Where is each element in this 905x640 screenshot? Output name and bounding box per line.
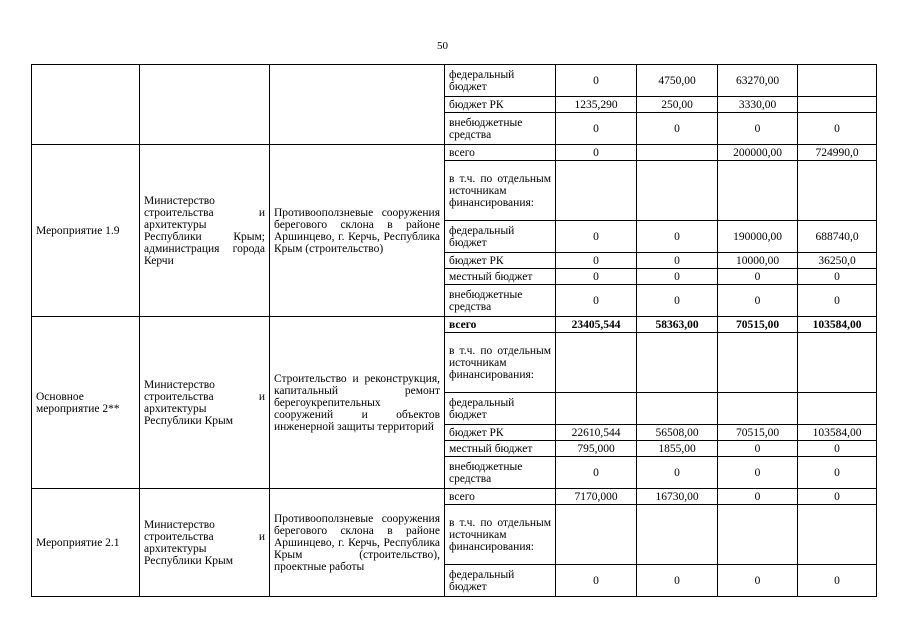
amount-cell: 36250,0: [798, 253, 877, 269]
funding-source-cell: внебюджетные средства: [445, 113, 556, 145]
funding-source-cell: бюджет РК: [445, 253, 556, 269]
executor-cell: Министерство строительства и архитектуры Республики Крым: [140, 317, 270, 489]
amount-cell: 0: [637, 113, 718, 145]
amount-cell: 58363,00: [637, 317, 718, 333]
funding-source-cell: бюджет РК: [445, 425, 556, 441]
amount-cell: 7170,000: [556, 489, 637, 505]
activity-cell: Мероприятие 2.1: [32, 489, 140, 597]
amount-cell: 0: [718, 489, 798, 505]
funding-source-cell: в т.ч. по отдельным источникам финансирования:: [445, 505, 556, 565]
amount-cell: 0: [637, 285, 718, 317]
amount-cell: 795,000: [556, 441, 637, 457]
amount-cell: 103584,00: [798, 317, 877, 333]
table-row: [32, 145, 877, 161]
funding-source-cell: федеральный бюджет: [445, 65, 556, 97]
activity-cell: Мероприятие 1.9: [32, 145, 140, 317]
amount-cell: [798, 505, 877, 565]
amount-cell: [798, 333, 877, 393]
executor-cell: Министерство строительства и архитектуры Республики Крым; администрация города Керчи: [140, 145, 270, 317]
amount-cell: 0: [798, 269, 877, 285]
amount-cell: 0: [637, 221, 718, 253]
amount-cell: [556, 161, 637, 221]
amount-cell: 70515,00: [718, 425, 798, 441]
funding-source-cell: федеральный бюджет: [445, 393, 556, 425]
amount-cell: 0: [798, 285, 877, 317]
amount-cell: [718, 505, 798, 565]
amount-cell: 0: [556, 565, 637, 597]
funding-source-cell: в т.ч. по отдельным источникам финансирования:: [445, 333, 556, 393]
page-number: 50: [437, 40, 448, 52]
amount-cell: [798, 393, 877, 425]
amount-cell: 190000,00: [718, 221, 798, 253]
activity-cell: [32, 65, 140, 145]
funding-source-cell: внебюджетные средства: [445, 457, 556, 489]
table-body: [32, 65, 877, 597]
amount-cell: 22610,544: [556, 425, 637, 441]
amount-cell: 10000,00: [718, 253, 798, 269]
amount-cell: 0: [718, 113, 798, 145]
amount-cell: 0: [637, 565, 718, 597]
amount-cell: [637, 161, 718, 221]
amount-cell: 200000,00: [718, 145, 798, 161]
amount-cell: 0: [798, 113, 877, 145]
amount-cell: 1235,290: [556, 97, 637, 113]
amount-cell: 0: [556, 285, 637, 317]
amount-cell: [718, 333, 798, 393]
amount-cell: 70515,00: [718, 317, 798, 333]
amount-cell: 0: [556, 253, 637, 269]
amount-cell: [556, 333, 637, 393]
amount-cell: 0: [718, 285, 798, 317]
funding-source-cell: федеральный бюджет: [445, 221, 556, 253]
amount-cell: 0: [798, 441, 877, 457]
amount-cell: [637, 333, 718, 393]
amount-cell: 4750,00: [637, 65, 718, 97]
amount-cell: [798, 161, 877, 221]
amount-cell: 0: [556, 269, 637, 285]
funding-source-cell: в т.ч. по отдельным источникам финансирования:: [445, 161, 556, 221]
amount-cell: [798, 65, 877, 97]
amount-cell: 0: [637, 269, 718, 285]
funding-table: [31, 64, 877, 597]
description-cell: Строительство и реконструкция, капитальный ремонт берегоукрепительных сооружений и объектов инженерной защиты территорий: [270, 317, 445, 489]
amount-cell: 0: [637, 457, 718, 489]
amount-cell: [637, 393, 718, 425]
amount-cell: [637, 145, 718, 161]
amount-cell: 0: [798, 457, 877, 489]
executor-cell: [140, 65, 270, 145]
amount-cell: 56508,00: [637, 425, 718, 441]
amount-cell: [718, 393, 798, 425]
amount-cell: 103584,00: [798, 425, 877, 441]
amount-cell: 0: [718, 457, 798, 489]
amount-cell: 0: [798, 489, 877, 505]
table-row: [32, 489, 877, 505]
amount-cell: 0: [798, 565, 877, 597]
amount-cell: [637, 505, 718, 565]
amount-cell: 0: [556, 65, 637, 97]
amount-cell: 0: [718, 565, 798, 597]
amount-cell: 1855,00: [637, 441, 718, 457]
description-cell: Противооползневые сооружения берегового склона в районе Аршинцево, г. Керчь, Республика Крым (строительство): [270, 145, 445, 317]
funding-source-cell: всего: [445, 145, 556, 161]
amount-cell: 0: [637, 253, 718, 269]
amount-cell: 250,00: [637, 97, 718, 113]
amount-cell: 724990,0: [798, 145, 877, 161]
activity-cell: Основное мероприятие 2**: [32, 317, 140, 489]
funding-source-cell: внебюджетные средства: [445, 285, 556, 317]
amount-cell: [798, 97, 877, 113]
amount-cell: 16730,00: [637, 489, 718, 505]
amount-cell: 0: [556, 221, 637, 253]
funding-source-cell: местный бюджет: [445, 441, 556, 457]
amount-cell: 0: [556, 457, 637, 489]
amount-cell: 0: [718, 441, 798, 457]
funding-source-cell: местный бюджет: [445, 269, 556, 285]
funding-source-cell: всего: [445, 317, 556, 333]
description-cell: [270, 65, 445, 145]
table-row: [32, 65, 877, 97]
amount-cell: [556, 505, 637, 565]
amount-cell: [718, 161, 798, 221]
amount-cell: 23405,544: [556, 317, 637, 333]
amount-cell: 63270,00: [718, 65, 798, 97]
amount-cell: [556, 393, 637, 425]
funding-source-cell: бюджет РК: [445, 97, 556, 113]
amount-cell: 0: [556, 113, 637, 145]
amount-cell: 3330,00: [718, 97, 798, 113]
funding-source-cell: всего: [445, 489, 556, 505]
amount-cell: 688740,0: [798, 221, 877, 253]
table-row: [32, 317, 877, 333]
amount-cell: 0: [718, 269, 798, 285]
executor-cell: Министерство строительства и архитектуры Республики Крым: [140, 489, 270, 597]
funding-source-cell: федеральный бюджет: [445, 565, 556, 597]
description-cell: Противооползневые сооружения берегового склона в районе Аршинцево, г. Керчь, Республика Крым (строительство), проектные работы: [270, 489, 445, 597]
amount-cell: 0: [556, 145, 637, 161]
